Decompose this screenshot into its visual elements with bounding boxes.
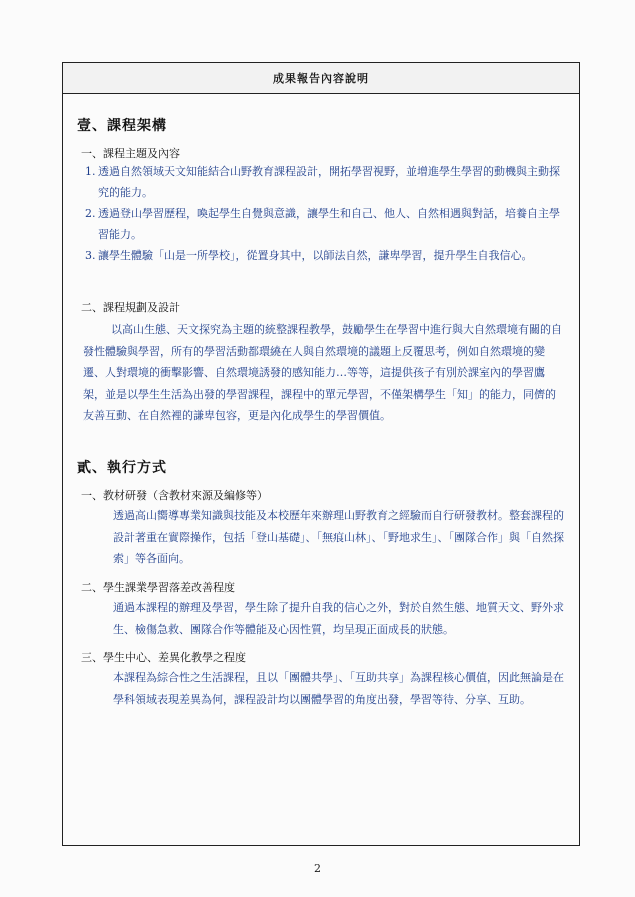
list-item xyxy=(85,203,565,245)
page-number: 2 xyxy=(314,862,321,875)
list-item-number: 2. xyxy=(85,207,96,220)
list-item-number: 3. xyxy=(85,249,96,262)
section1-sub1-title: 一、課程主題及內容 xyxy=(81,147,180,160)
section2-sub3-text: 本課程為綜合性之生活課程，且以「團體共學」、「互助共享」為課程核心價值，因此無論是在學科領域表現差異為何，課程設計均以團體學習的角度出發，學習等待、分享、互助。 xyxy=(113,671,564,706)
header-title: 成果報告內容說明 xyxy=(273,72,369,85)
section2-sub1-text: 透過高山嚮導專業知識與技能及本校歷年來辦理山野教育之經驗而自行研發教材。整套課程的設計著重在實際操作，包括「登山基礎」、「無痕山林」、「野地求生」、「團隊合作」與「自然探索」等各面向。 xyxy=(113,509,564,565)
list-item xyxy=(85,161,565,203)
list-item-text: 讓學生體驗「山是一所學校」，從置身其中，以師法自然，謙卑學習，提升學生自我信心。 xyxy=(98,249,533,262)
list-item-number: 1. xyxy=(85,165,96,178)
list-item-text: 透過登山學習歷程，喚起學生自覺與意識，讓學生和自己、他人、自然相遇與對話，培養自主學習能力。 xyxy=(98,207,560,241)
section1-sub2-title: 二、課程規劃及設計 xyxy=(81,301,180,314)
section2-sub2-text: 通過本課程的辦理及學習，學生除了提升自我的信心之外，對於自然生態、地質天文、野外求生、檢傷急救、團隊合作等體能及心因性質，均呈現正面成長的狀態。 xyxy=(113,601,564,636)
section2-sub1-title: 一、教材研發（含教材來源及編修等） xyxy=(81,489,268,502)
report-header xyxy=(63,63,579,94)
section2-title: 貳、執行方式 xyxy=(77,460,167,476)
section1-title: 壹、課程架構 xyxy=(77,118,167,134)
section2-sub3-title: 三、學生中心、差異化教學之程度 xyxy=(81,651,246,664)
list-item xyxy=(85,245,565,266)
section1-sub2-text: 以高山生態、天文探究為主題的統整課程教學，鼓勵學生在學習中進行與大自然環境有關的自發性體驗與學習，所有的學習活動都環繞在人與自然環境的議題上反覆思考，例如自然環境的變遷、人對環境的衝擊影響、自然環境誘發的感知能力…等等，這提供孩子有別於課室內的學習鷹架，並是以學生生活為出發的學習課程，課程中的單元學習，不僅架構學生「知」的能力，同儕的友善互動、在自然裡的謙卑包容，更是內化成學生的學習價值。 xyxy=(83,323,562,422)
section2-sub2-title: 二、學生課業學習落差改善程度 xyxy=(81,581,235,594)
report-frame xyxy=(62,62,580,846)
list-item-text: 透過自然領域天文知能結合山野教育課程設計，開拓學習視野，並增進學生學習的動機與主動探究的能力。 xyxy=(98,165,560,199)
